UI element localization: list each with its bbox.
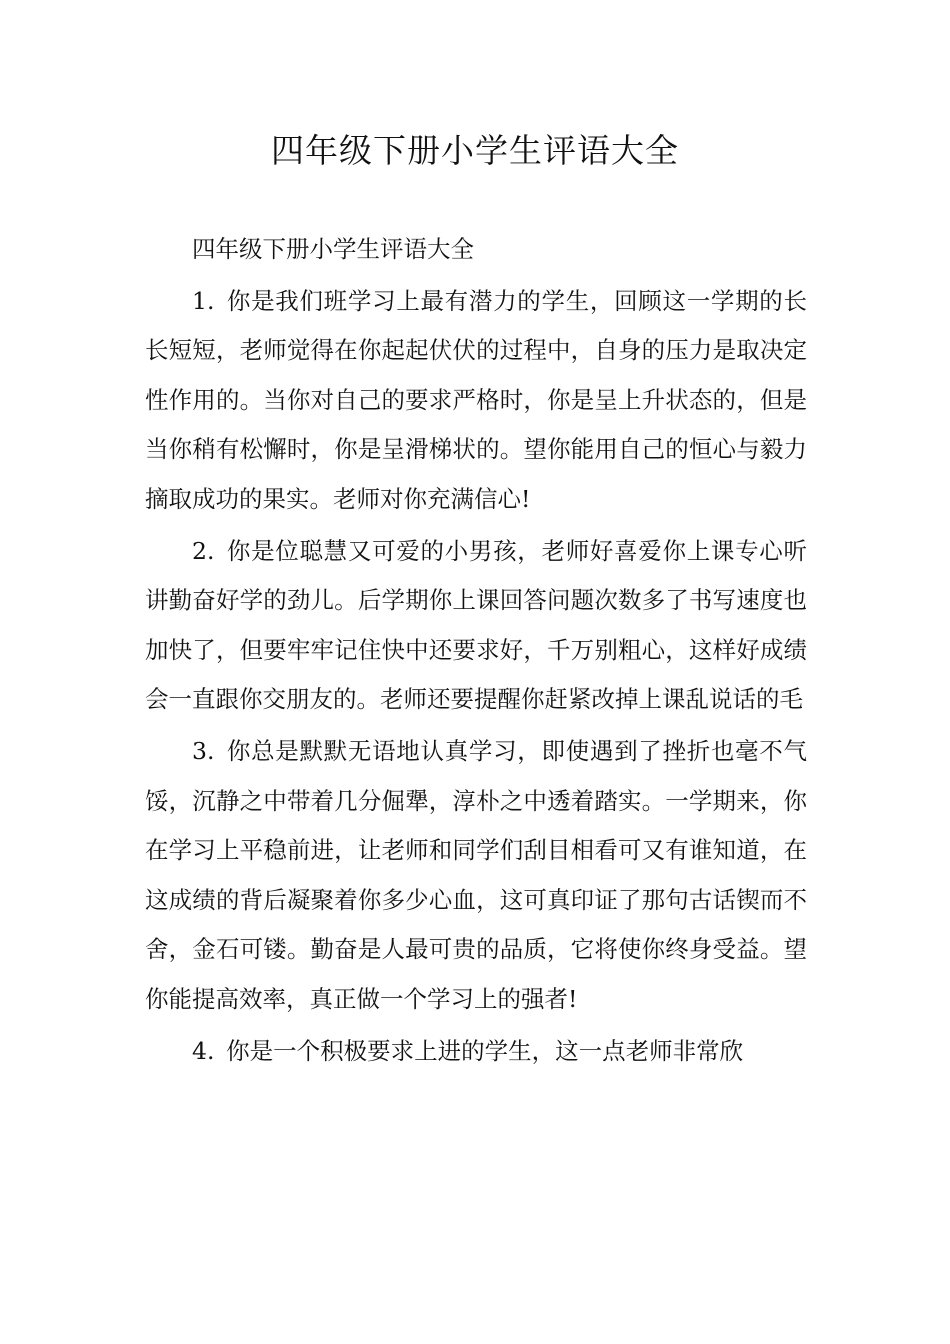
document-body (145, 225, 807, 1078)
paragraph-number: 4. (192, 1036, 215, 1065)
document-title: 四年级下册小学生评语大全 (271, 131, 679, 170)
paragraph-text: 你是位聪慧又可爱的小男孩，老师好喜爱你上课专心听讲勤奋好学的劲儿。后学期你上课回答问题次数多了书写速度也加快了，但要牢牢记住快中还要求好，千万别粗心，这样好成绩会一直跟你交朋友的。老师还要提醒你赶紧改掉上课乱说话的毛 (145, 536, 807, 714)
paragraph-number: 3. (192, 736, 215, 765)
paragraph-number: 1. (192, 286, 215, 315)
paragraph-text: 你是一个积极要求上进的学生，这一点老师非常欣 (226, 1036, 744, 1065)
subtitle-paragraph: 四年级下册小学生评语大全 (192, 235, 474, 263)
comment-paragraph-2 (145, 527, 807, 725)
paragraph-text: 你是我们班学习上最有潜力的学生，回顾这一学期的长长短短，老师觉得在你起起伏伏的过程中，自身的压力是取决定性作用的。当你对自己的要求严格时，你是呈上升状态的，但是当你稍有松懈时，你是呈滑梯状的。望你能用自己的恒心与毅力摘取成功的果实。老师对你充满信心! (145, 286, 807, 513)
comment-paragraph-4 (145, 1027, 807, 1077)
paragraph-number: 2. (192, 536, 215, 565)
comment-paragraph-3 (145, 727, 807, 1025)
comment-paragraph-1 (145, 277, 807, 525)
paragraph-text: 你总是默默无语地认真学习，即使遇到了挫折也毫不气馁，沉静之中带着几分倔犟，淳朴之中透着踏实。一学期来，你在学习上平稳前进，让老师和同学们刮目相看可又有谁知道，在这成绩的背后凝聚着你多少心血，这可真印证了那句古话锲而不舍，金石可镂。勤奋是人最可贵的品质，它将使你终身受益。望你能提高效率，真正做一个学习上的强者! (145, 736, 807, 1013)
